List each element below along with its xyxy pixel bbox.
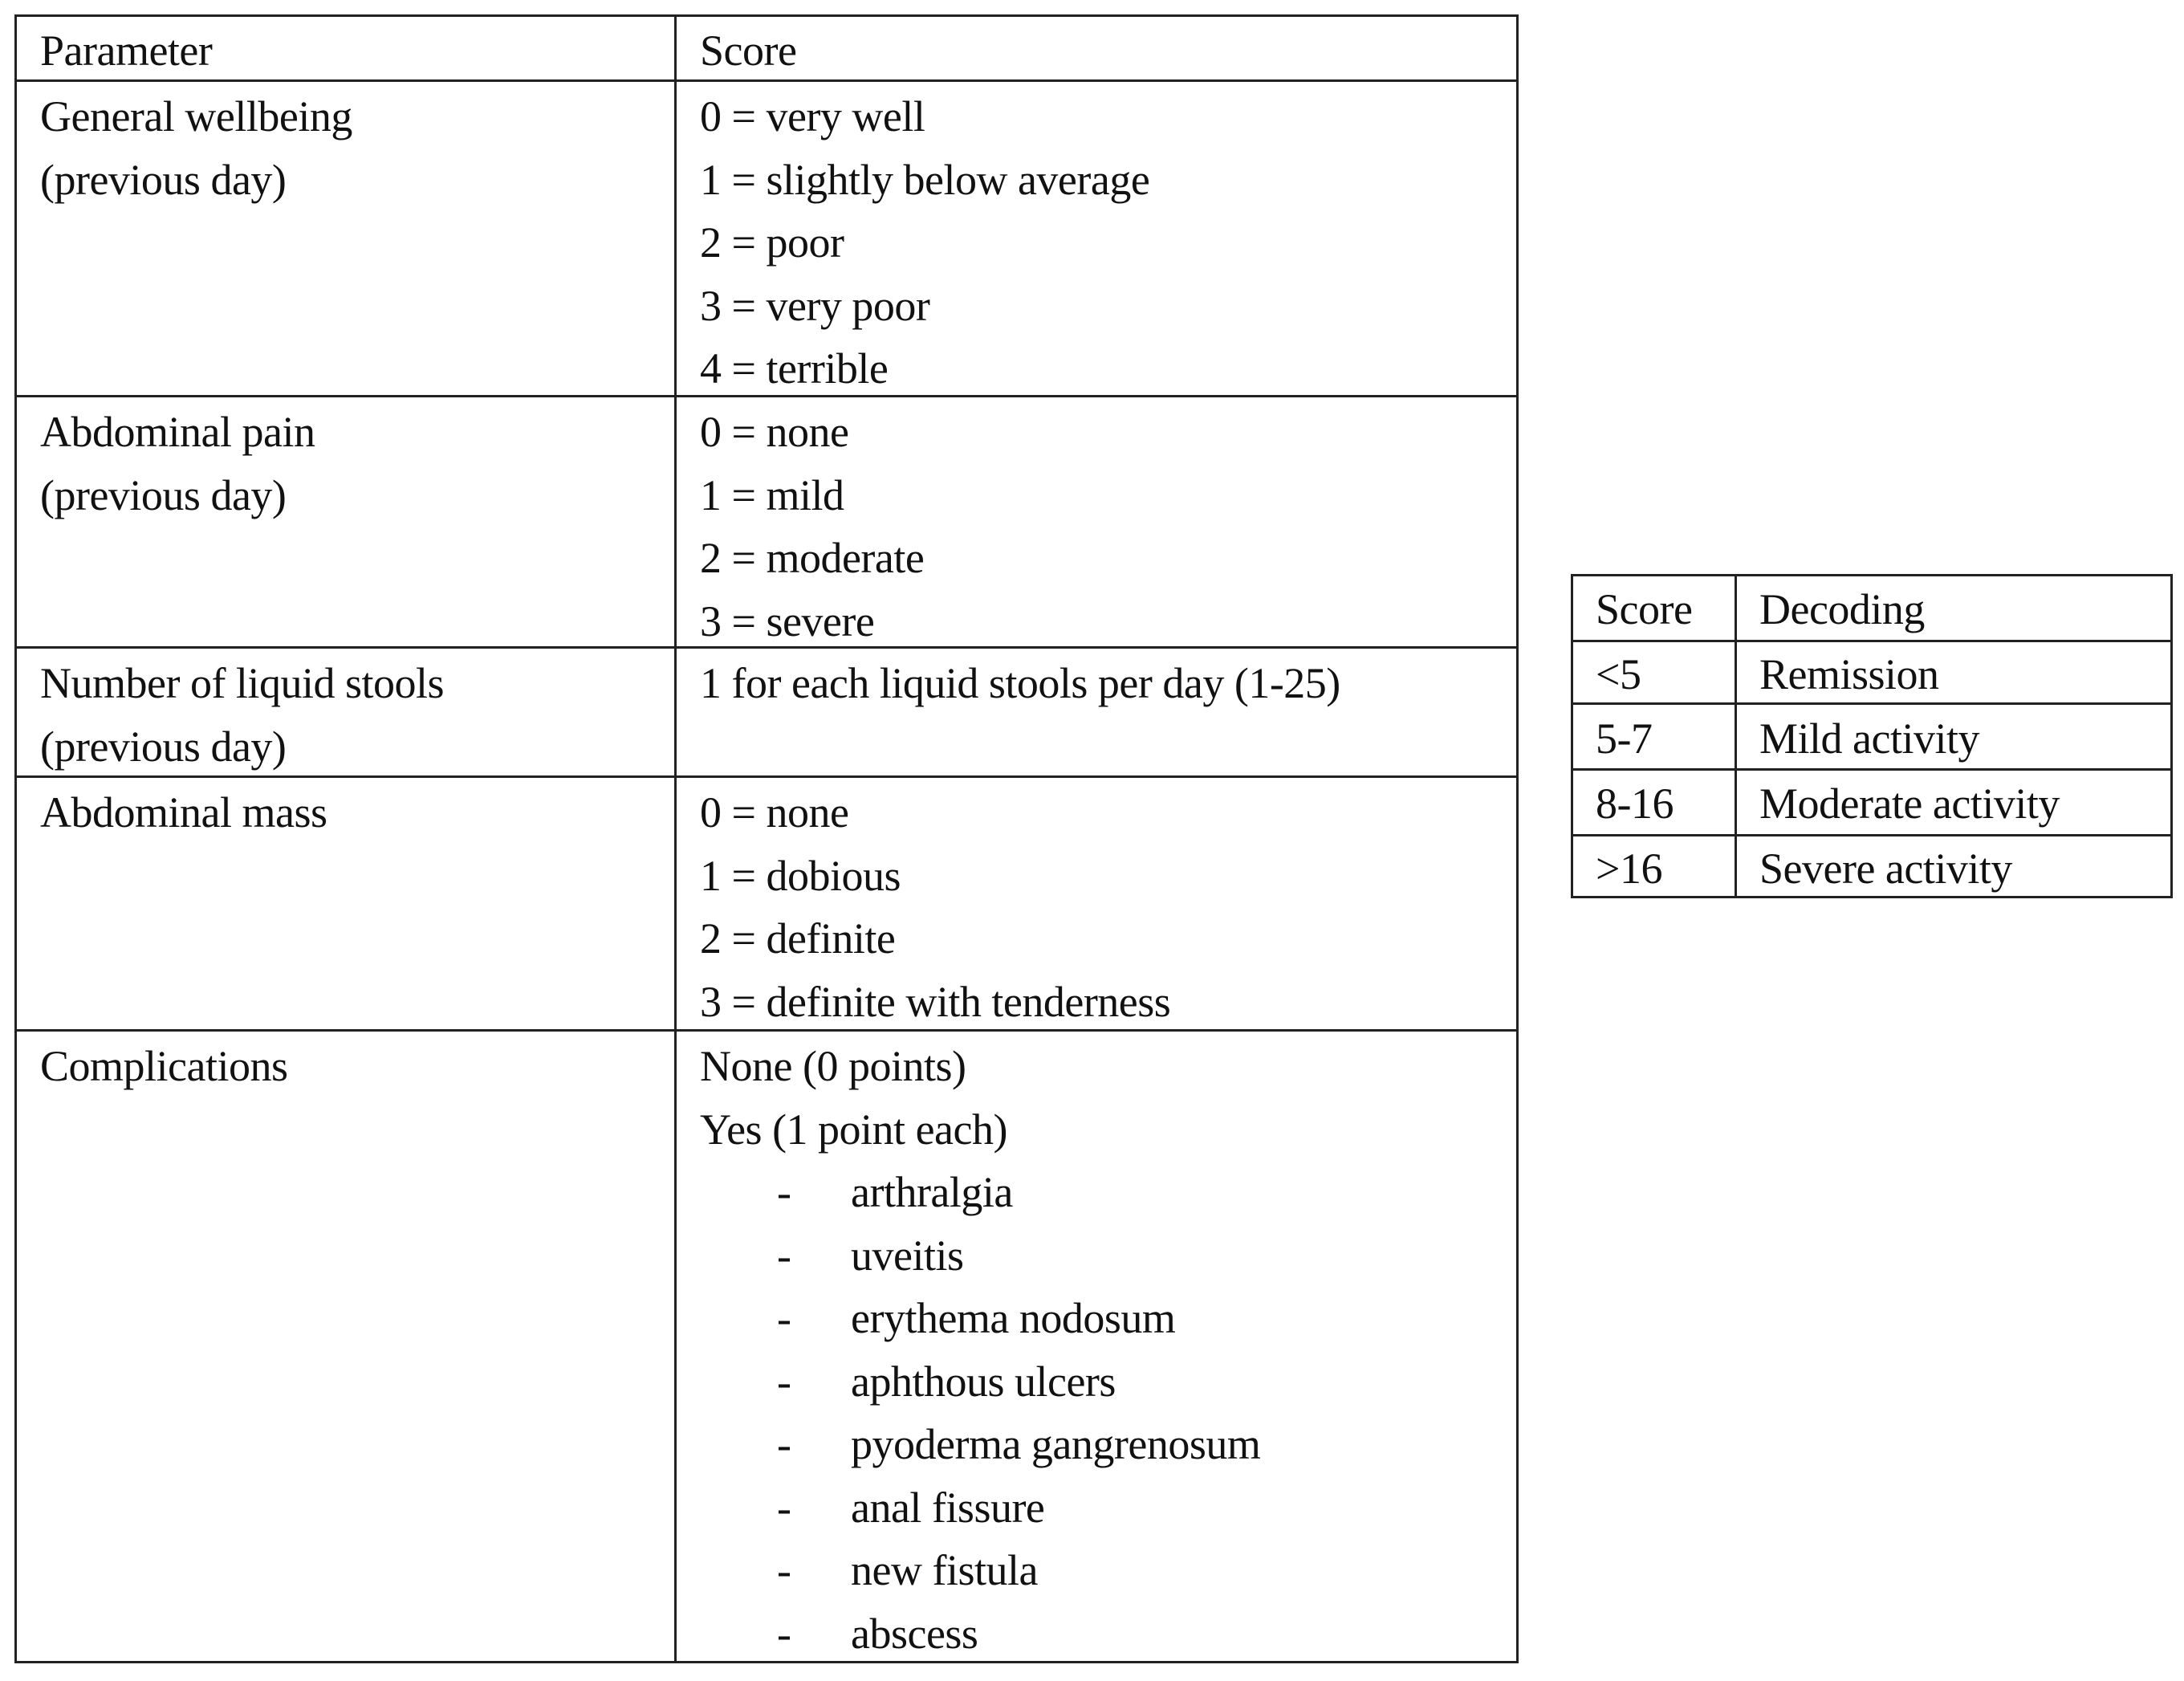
complication-item: - pyoderma gangrenosum: [777, 1413, 1260, 1476]
score-option: 1 = dobious: [700, 851, 901, 900]
score-option: 0 = very well: [700, 92, 925, 140]
dash-bullet-icon: -: [777, 1546, 791, 1594]
parameter-complications: [40, 1035, 287, 1098]
parameter-sublabel: (previous day): [40, 722, 287, 771]
score-option: 3 = very poor: [700, 281, 930, 330]
complications-list: [777, 1161, 1260, 1665]
score-option: 1 = slightly below average: [700, 155, 1150, 204]
decoding-score: <5: [1596, 650, 1641, 698]
score-option: 0 = none: [700, 408, 849, 456]
score-general-wellbeing: [700, 85, 1149, 401]
complication-item: - uveitis: [777, 1224, 1260, 1288]
complication-item: - aphthous ulcers: [777, 1350, 1260, 1414]
dash-bullet-icon: -: [777, 1294, 791, 1342]
main-table-column-divider: [674, 14, 677, 1663]
decoding-label: Mild activity: [1759, 714, 1979, 763]
dash-bullet-icon: -: [777, 1168, 791, 1216]
header-score: Score: [700, 26, 797, 75]
score-abdominal-mass: [700, 781, 1170, 1033]
header-parameter: Parameter: [40, 26, 213, 75]
parameter-abdominal-pain: [40, 401, 315, 527]
complication-item: - abscess: [777, 1602, 1260, 1666]
score-abdominal-pain: [700, 401, 924, 653]
decoding-score: >16: [1596, 845, 1662, 893]
dash-bullet-icon: -: [777, 1420, 791, 1468]
complication-item: - arthralgia: [777, 1161, 1260, 1224]
parameter-general-wellbeing: [40, 85, 352, 211]
score-option: 2 = poor: [700, 218, 844, 267]
decoding-label: Remission: [1759, 650, 1939, 698]
parameter-liquid-stools: [40, 652, 444, 778]
score-option: 3 = definite with tenderness: [700, 977, 1171, 1026]
decoding-score: 5-7: [1596, 714, 1653, 763]
complication-item: - erythema nodosum: [777, 1287, 1260, 1350]
decoding-score: 8-16: [1596, 779, 1674, 828]
dash-bullet-icon: -: [777, 1231, 791, 1280]
score-option: 4 = terrible: [700, 344, 889, 393]
parameter-label: Abdominal mass: [40, 788, 327, 836]
parameter-label: Number of liquid stools: [40, 659, 444, 707]
decoding-label: Moderate activity: [1759, 779, 2060, 828]
decoding-label: Severe activity: [1759, 845, 2012, 893]
parameter-label: General wellbeing: [40, 92, 352, 140]
score-complications: [700, 1035, 1007, 1161]
score-option: 1 for each liquid stools per day (1-25): [700, 659, 1340, 707]
dash-bullet-icon: -: [777, 1483, 791, 1532]
decoding-table-column-divider: [1735, 574, 1737, 898]
score-option: 3 = severe: [700, 596, 875, 645]
score-liquid-stools: [700, 652, 1340, 715]
dash-bullet-icon: -: [777, 1609, 791, 1658]
complication-item: - new fistula: [777, 1539, 1260, 1602]
score-option: 0 = none: [700, 788, 849, 836]
decoding-header-decoding: Decoding: [1759, 585, 1925, 633]
parameter-sublabel: (previous day): [40, 470, 287, 519]
score-option: 2 = moderate: [700, 534, 925, 582]
parameter-label: Complications: [40, 1042, 288, 1090]
score-option: 2 = definite: [700, 914, 896, 963]
decoding-header-score: Score: [1596, 585, 1693, 633]
parameter-sublabel: (previous day): [40, 155, 287, 204]
complication-item: - anal fissure: [777, 1476, 1260, 1540]
score-option: Yes (1 point each): [700, 1105, 1007, 1154]
dash-bullet-icon: -: [777, 1357, 791, 1406]
parameter-abdominal-mass: [40, 781, 327, 845]
parameter-label: Abdominal pain: [40, 408, 315, 456]
score-option: 1 = mild: [700, 470, 844, 519]
score-option: None (0 points): [700, 1042, 966, 1090]
